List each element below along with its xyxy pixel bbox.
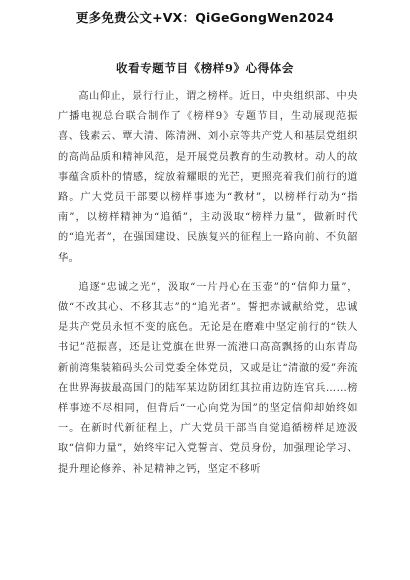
paragraph-intro: 高山仰止，景行行止，谓之榜样。近日，中央组织部、中央广播电视总台联合制作了《榜样9》专题节目，生动展现范振喜、钱素云、覃大清、陈清洲、刘小京等共产党人和基层党组织的高尚品质和精神风范，是开展党员教育的生动教材。动人的故事蕴含质朴的情感，绽放着耀眼的光芒，更照亮着我们前行的道路。广大党员干部要以榜样事迹为“教材”，以榜样行动为“指南”，以榜样精神为“追循”，主动汲取“榜样力量”，做新时代的“追光者”，在强国建设、民族复兴的征程上一路向前、不负韶华。 xyxy=(58,91,358,264)
header-banner: 更多免费公文+VX：QiGeGongWen2024 xyxy=(75,10,335,25)
paragraph-loyalty: 追逐“忠诚之光”，汲取“一片丹心在玉壶”的“信仰力量”，做“不改其心、不移其志”的“追光者”。誓把赤诚献给党，忠诚是共产党员永恒不变的底色。无论是在磨难中坚定前行的“铁人书记”范振喜，还是让党旗在世界一流港口高高飘扬的山东青岛新前湾集装箱码头公司党委全体党员，又或是让“清澈的爱”奔流在世界海拔最高国门的陆军某边防团红其拉甫边防连官兵……榜样事迹不尽相同，但背后“一心向党为国”的坚定信仰却始终如一。在新时代新征程上，广大党员干部当自觉追循榜样足迹汲取“信仰力量”，始终牢记入党誓言、党员身份，加强理论学习、提升理论修养、补足精神之钙，坚定不移听 xyxy=(58,281,358,475)
document-title: 收看专题节目《榜样9》心得体会 xyxy=(116,61,294,75)
document-body xyxy=(58,87,358,480)
